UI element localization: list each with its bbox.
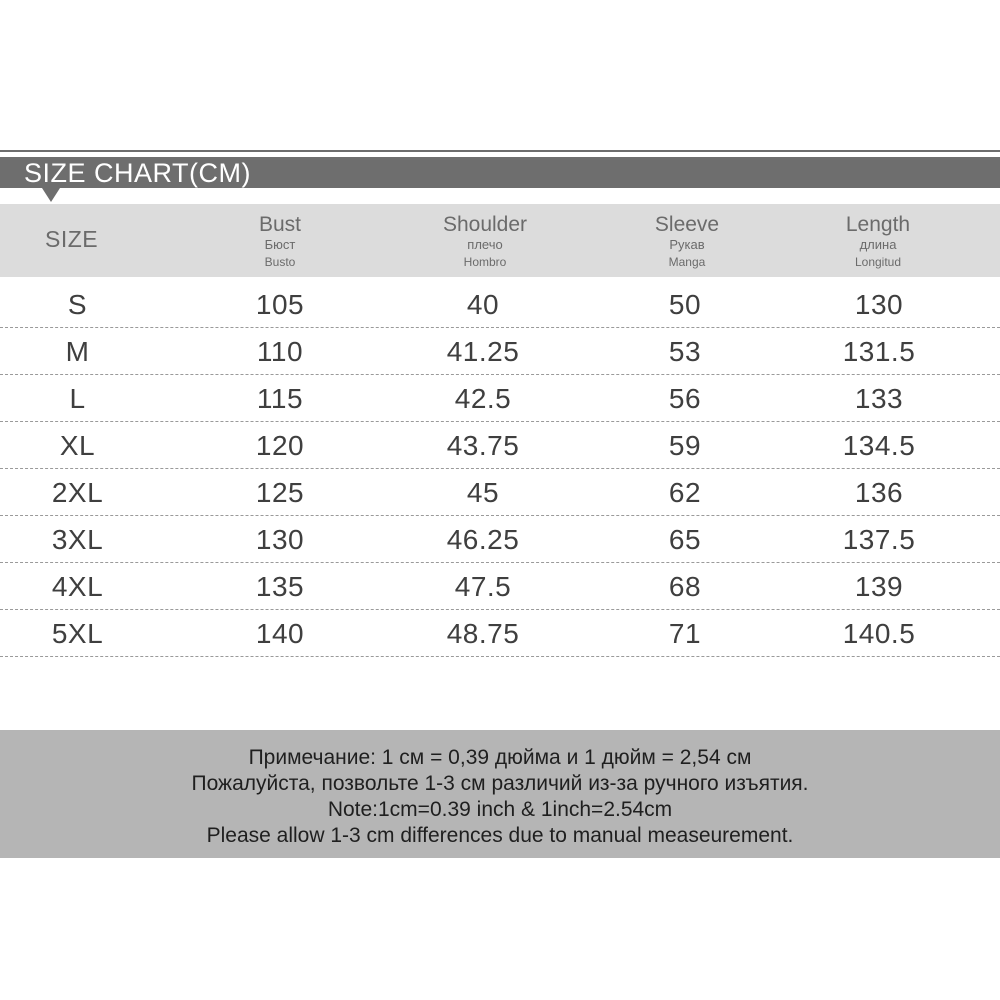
bust-label-en: Bust [258, 213, 302, 236]
table-row [0, 422, 1000, 469]
bust-column-header [180, 204, 380, 277]
table-row [0, 610, 1000, 657]
length-cell: 140.5 [842, 618, 916, 649]
bust-cell: 120 [255, 430, 305, 461]
shoulder-cell: 47.5 [454, 571, 512, 602]
size-cell: 2XL [51, 477, 104, 508]
length-cell: 134.5 [842, 430, 916, 461]
shoulder-column-header [385, 204, 585, 277]
shoulder-cell: 43.75 [446, 430, 520, 461]
note-line-ru-conversion: Примечание: 1 см = 0,39 дюйма и 1 дюйм = 2,54 см [248, 746, 752, 769]
table-row [0, 469, 1000, 516]
sleeve-cell: 53 [668, 336, 702, 367]
note-line-ru-tolerance: Пожалуйста, позвольте 1-3 см различий из-за ручного изъятия. [191, 772, 809, 795]
size-column-header: SIZE [45, 226, 99, 252]
bust-label-es: Busto [264, 255, 296, 269]
length-cell: 139 [854, 571, 904, 602]
shoulder-label-ru: плечо [467, 237, 503, 252]
table-row [0, 375, 1000, 422]
bust-cell: 125 [255, 477, 305, 508]
size-cell: 5XL [51, 618, 104, 649]
shoulder-label-es: Hombro [463, 255, 507, 269]
sleeve-cell: 62 [668, 477, 702, 508]
table-row [0, 516, 1000, 563]
shoulder-cell: 48.75 [446, 618, 520, 649]
sleeve-label-en: Sleeve [654, 213, 720, 236]
length-label-ru: длина [859, 237, 897, 252]
title-pointer [42, 188, 60, 202]
sleeve-cell: 59 [668, 430, 702, 461]
length-column-header [778, 204, 978, 277]
length-label-es: Longitud [854, 255, 902, 269]
sleeve-cell: 50 [668, 289, 702, 320]
sleeve-cell: 65 [668, 524, 702, 555]
length-label-en: Length [845, 213, 911, 236]
shoulder-cell: 42.5 [454, 383, 512, 414]
bust-cell: 105 [255, 289, 305, 320]
shoulder-cell: 40 [466, 289, 500, 320]
sleeve-cell: 71 [668, 618, 702, 649]
table-row [0, 563, 1000, 610]
shoulder-label-en: Shoulder [442, 213, 528, 236]
bust-cell: 140 [255, 618, 305, 649]
note-line-en-tolerance: Please allow 1-3 cm differences due to manual measeurement. [206, 824, 794, 847]
length-cell: 130 [854, 289, 904, 320]
table-row [0, 281, 1000, 328]
sleeve-label-ru: Рукав [669, 237, 705, 252]
size-cell: 3XL [51, 524, 104, 555]
shoulder-cell: 46.25 [446, 524, 520, 555]
chart-title: SIZE CHART(CM) [24, 158, 251, 188]
bust-cell: 115 [256, 383, 304, 414]
bust-label-ru: Бюст [264, 237, 296, 252]
sleeve-column-header [587, 204, 787, 277]
table-header [0, 204, 1000, 277]
size-cell: L [69, 383, 86, 414]
note-line-en-conversion: Note:1cm=0.39 inch & 1inch=2.54cm [327, 798, 673, 821]
sleeve-cell: 68 [668, 571, 702, 602]
size-cell: 4XL [51, 571, 104, 602]
size-cell: M [65, 336, 90, 367]
top-divider [0, 150, 1000, 152]
size-table-body [0, 281, 1000, 657]
bust-cell: 110 [256, 336, 304, 367]
length-cell: 131.5 [842, 336, 916, 367]
sleeve-cell: 56 [668, 383, 702, 414]
sleeve-label-es: Manga [668, 255, 706, 269]
shoulder-cell: 45 [466, 477, 500, 508]
table-row [0, 328, 1000, 375]
size-cell: S [67, 289, 88, 320]
length-cell: 137.5 [842, 524, 916, 555]
length-cell: 133 [854, 383, 904, 414]
measurement-note [0, 730, 1000, 858]
bust-cell: 135 [255, 571, 305, 602]
length-cell: 136 [854, 477, 904, 508]
shoulder-cell: 41.25 [446, 336, 520, 367]
bust-cell: 130 [255, 524, 305, 555]
size-cell: XL [59, 430, 96, 461]
